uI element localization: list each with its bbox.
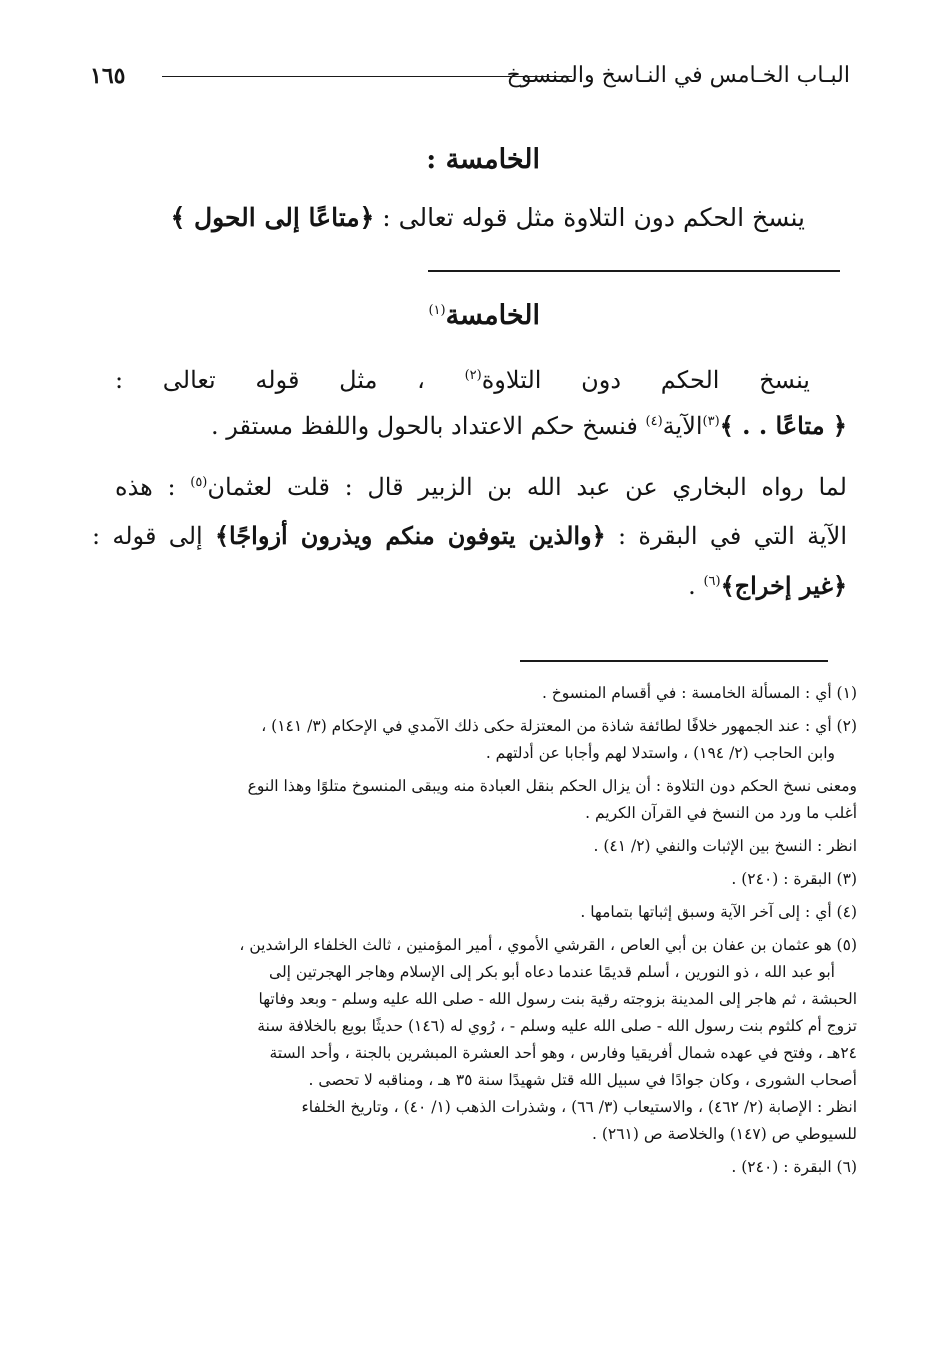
- para1-aya-word: الآية: [662, 412, 703, 440]
- footnote-3-text: (٣) البقرة : (٢٤٠) .: [731, 870, 857, 888]
- para1-line1-rest: ، مثل قوله تعالى :: [115, 366, 425, 394]
- para2-line3: [688, 564, 847, 608]
- para2-line2: [92, 514, 847, 558]
- section-divider: [428, 270, 840, 272]
- para1-line1-text: ينسخ الحكم دون التلاوة: [481, 366, 810, 394]
- footnote-4-text: (٤) أي : إلى آخر الآية وسبق إثباتها بتمامها .: [580, 903, 857, 921]
- footnote-2-line: وابن الحاجب (٢/ ١٩٤) ، واستدلا لهم وأجابا عن أدلتهم .: [485, 744, 835, 762]
- footnote-1-text: (١) أي : المسألة الخامسة : في أقسام المنسوخ .: [541, 684, 857, 702]
- para1-verse: ﴿ متاعًا . . ﴾: [719, 411, 847, 440]
- original-text-before: ينسخ الحكم دون التلاوة مثل قوله تعالى :: [382, 203, 805, 232]
- footnote-5-line: أصحاب الشورى ، وكان جوادًا في سبيل الله قتل شهيدًا سنة ٣٥ هـ ، ومناقبه لا تحصى .: [308, 1071, 857, 1089]
- original-verse: ﴿متاعًا إلى الحول ﴾: [170, 203, 375, 232]
- footnote-3: [77, 866, 857, 893]
- footnote-ref-1[interactable]: (١): [428, 303, 446, 318]
- para1-line2-rest: فنسخ حكم الاعتداد بالحول واللفظ مستقر .: [210, 412, 638, 440]
- footnote-2-para2: [77, 773, 857, 827]
- footnote-5-line: أبو عبد الله ، ذو النورين ، أسلم قديمًا عندما دعاه أبو بكر إلى الإسلام وهاجر الهجرتين إلى: [269, 963, 835, 981]
- footnote-ref-6[interactable]: (٦): [703, 574, 721, 589]
- footnote-4: [77, 899, 857, 926]
- page-number: ١٦٥: [90, 63, 126, 89]
- original-text: [171, 196, 805, 240]
- footnote-5: [77, 932, 857, 1148]
- footnote-2-line: أغلب ما ورد من النسخ في القرآن الكريم .: [585, 804, 857, 822]
- footnote-5-line: انظر : الإصابة (٢/ ٤٦٢) ، والاستيعاب (٣/ ٦٦) ، وشذرات الذهب (١/ ٤٠) ، وتاريخ الخلفاء: [301, 1098, 857, 1116]
- footnote-ref-5[interactable]: (٥): [190, 475, 208, 490]
- footnote-6-text: (٦) البقرة : (٢٤٠) .: [731, 1158, 857, 1176]
- footnote-2-line: انظر : النسخ بين الإثبات والنفي (٢/ ٤١) .: [593, 837, 857, 855]
- footnote-2-line: ومعنى نسخ الحكم دون التلاوة : أن يزال الحكم بنقل العبادة منه ويبقى المنسوخ متلوًا وهذا النوع: [247, 777, 857, 795]
- footnote-2-line: (٢) أي : عند الجمهور خلافًا لطائفة شاذة من المعتزلة حكى ذلك الآمدي في الإحكام (٣/ ١٤١) ،: [261, 717, 857, 735]
- footnote-ref-4[interactable]: (٤): [645, 414, 663, 429]
- footnote-separator: [520, 660, 828, 662]
- chapter-title: البـاب الخـامس في النـاسخ والمنسوخ: [506, 63, 850, 88]
- para2-line2-rest: إلى قوله :: [92, 522, 203, 550]
- original-heading: [426, 140, 540, 180]
- header-rule: [162, 76, 572, 77]
- para1-line2: [211, 404, 847, 448]
- para1-line1: [115, 358, 810, 402]
- footnote-6: [77, 1154, 857, 1181]
- footnotes: [77, 680, 857, 1187]
- footnote-5-line: (٥) هو عثمان بن عفان بن أبي العاص ، القرشي الأموي ، أمير المؤمنين ، ثالث الخلفاء الراشدين ،: [239, 936, 857, 954]
- footnote-5-line: للسيوطي ص (١٤٧) والخلاصة ص (٢٦١) .: [592, 1125, 857, 1143]
- footnote-ref-2[interactable]: (٢): [464, 368, 482, 383]
- para2-line1-text: لما رواه البخاري عن عبد الله بن الزبير قال : قلت لعثمان: [207, 473, 847, 501]
- footnote-ref-3[interactable]: (٣): [702, 414, 720, 429]
- footnote-5-line: تزوج أم كلثوم بنت رسول الله - صلى الله عليه وسلم - ، رُوي له (١٤٦) حديثًا بويع بالخلافة سنة: [257, 1017, 857, 1035]
- para2-line3-rest: .: [688, 572, 696, 600]
- footnote-1: [77, 680, 857, 707]
- running-header: [90, 60, 850, 94]
- footnote-2: [77, 713, 857, 767]
- commentary-heading-text: الخامسة: [445, 300, 540, 331]
- para2-line2-text: الآية التي في البقرة :: [618, 522, 847, 550]
- para2-verse: ﴿والذين يتوفون منكم ويذرون أزواجًا﴾: [214, 521, 606, 550]
- para2-line1-rest: : هذه: [115, 473, 176, 501]
- footnote-2-para3: [77, 833, 857, 860]
- footnote-5-line: ٢٤هـ ، وفتح في عهده شمال أفريقيا وفارس ، وهو أحد العشرة المبشرين بالجنة ، وأحد الستة: [269, 1044, 857, 1062]
- para2-verse-end: ﴿غير إخراج﴾: [720, 571, 847, 600]
- commentary-heading: [428, 296, 540, 336]
- para2-line1: [115, 465, 847, 509]
- original-heading-text: الخامسة :: [426, 144, 540, 175]
- footnote-5-line: الحبشة ، ثم هاجر إلى المدينة بزوجته رقية بنت رسول الله - صلى الله عليه وسلم - وبعد وفاتها: [258, 990, 857, 1008]
